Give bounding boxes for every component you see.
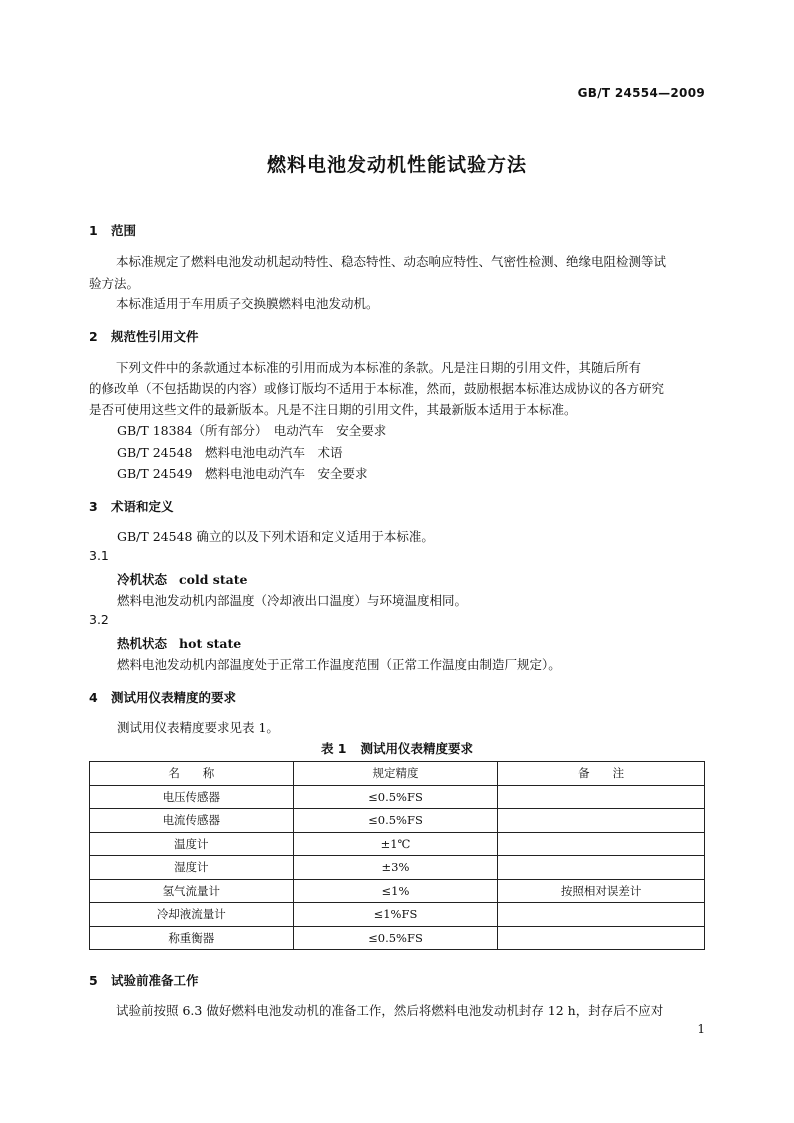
section-3-heading <box>89 497 174 515</box>
paragraph: 是否可使用这些文件的最新版本。凡是不注日期的引用文件，其最新版本适用于本标准。 <box>89 402 577 417</box>
paragraph: 本标准规定了燃料电池发动机起动特性、稳态特性、动态响应特性、气密性检测、绝缘电阻检测等试 <box>116 254 667 269</box>
reference-item: GB/T 24549 燃料电池电动汽车 安全要求 <box>117 466 368 481</box>
section-1-heading <box>89 221 136 239</box>
subsection-number: 3.1 <box>89 548 109 563</box>
table-caption-number: 表 1 <box>320 741 347 756</box>
table-row <box>90 926 705 950</box>
table-cell <box>498 785 705 809</box>
paragraph: 测试用仪表精度要求见表 1。 <box>117 720 279 735</box>
header-precision: 规定精度 <box>293 762 498 786</box>
table-row <box>90 856 705 880</box>
table-cell: ≤0.5%FS <box>293 926 498 950</box>
table-cell <box>498 809 705 833</box>
document-title: 燃料电池发动机性能试验方法 <box>266 154 527 176</box>
table-cell: ≤1%FS <box>293 903 498 927</box>
section-4-heading <box>89 688 236 706</box>
header-name: 名 称 <box>90 762 294 786</box>
table-cell: ±1℃ <box>293 832 498 856</box>
table-cell: 湿度计 <box>90 856 294 880</box>
table-cell: 温度计 <box>90 832 294 856</box>
term-en: cold state <box>179 572 248 587</box>
table-cell: ±3% <box>293 856 498 880</box>
paragraph: GB/T 24548 确立的以及下列术语和定义适用于本标准。 <box>117 529 434 544</box>
paragraph: 本标准适用于车用质子交换膜燃料电池发动机。 <box>116 296 379 311</box>
term-zh: 冷机状态 <box>117 572 168 587</box>
page-number: 1 <box>697 1022 705 1036</box>
paragraph: 的修改单（不包括勘误的内容）或修订版均不适用于本标准，然而，鼓励根据本标准达成协议的各方研究 <box>89 381 665 396</box>
table-row <box>90 903 705 927</box>
table-cell: 冷却液流量计 <box>90 903 294 927</box>
table-cell <box>498 903 705 927</box>
table-cell: ≤1% <box>293 879 498 903</box>
section-title: 术语和定义 <box>111 499 174 514</box>
term-definition: 燃料电池发动机内部温度处于正常工作温度范围（正常工作温度由制造厂规定）。 <box>117 657 561 672</box>
table-cell: 电流传感器 <box>90 809 294 833</box>
table-cell: ≤0.5%FS <box>293 785 498 809</box>
section-number: 3 <box>89 499 98 514</box>
paragraph: 试验前按照 6.3 做好燃料电池发动机的准备工作，然后将燃料电池发动机封存 12 h，封存后不应对 <box>116 1003 664 1018</box>
section-2-heading <box>89 327 199 345</box>
section-title: 测试用仪表精度的要求 <box>111 690 237 705</box>
table-row <box>90 785 705 809</box>
table-row <box>90 809 705 833</box>
term-zh: 热机状态 <box>117 636 168 651</box>
table-row <box>90 832 705 856</box>
table-cell: ≤0.5%FS <box>293 809 498 833</box>
section-5-heading <box>89 971 199 989</box>
reference-item: GB/T 18384（所有部分） 电动汽车 安全要求 <box>117 423 387 438</box>
table-row <box>90 879 705 903</box>
standard-number: GB/T 24554—2009 <box>577 86 705 100</box>
section-number: 1 <box>89 223 98 238</box>
table-cell <box>498 926 705 950</box>
term-entry <box>117 634 241 652</box>
table-caption-title: 测试用仪表精度要求 <box>360 741 474 756</box>
table-header-row <box>90 762 705 786</box>
term-definition: 燃料电池发动机内部温度（冷却液出口温度）与环境温度相同。 <box>117 593 468 608</box>
section-title: 试验前准备工作 <box>111 973 199 988</box>
table-cell <box>498 832 705 856</box>
table-cell: 称重衡器 <box>90 926 294 950</box>
section-number: 2 <box>89 329 98 344</box>
section-title: 规范性引用文件 <box>111 329 199 344</box>
reference-item: GB/T 24548 燃料电池电动汽车 术语 <box>117 445 343 460</box>
table-cell <box>498 856 705 880</box>
section-title: 范围 <box>111 223 137 238</box>
table-cell: 按照相对误差计 <box>498 879 705 903</box>
instrument-precision-table <box>89 761 705 950</box>
table-caption <box>0 739 794 757</box>
term-en: hot state <box>179 636 242 651</box>
term-entry <box>117 570 247 588</box>
paragraph: 验方法。 <box>89 276 140 291</box>
table-cell: 电压传感器 <box>90 785 294 809</box>
section-number: 4 <box>89 690 98 705</box>
section-number: 5 <box>89 973 98 988</box>
paragraph: 下列文件中的条款通过本标准的引用而成为本标准的条款。凡是注日期的引用文件，其随后所有 <box>116 360 642 375</box>
header-remark: 备 注 <box>498 762 705 786</box>
table-cell: 氢气流量计 <box>90 879 294 903</box>
subsection-number: 3.2 <box>89 612 109 627</box>
